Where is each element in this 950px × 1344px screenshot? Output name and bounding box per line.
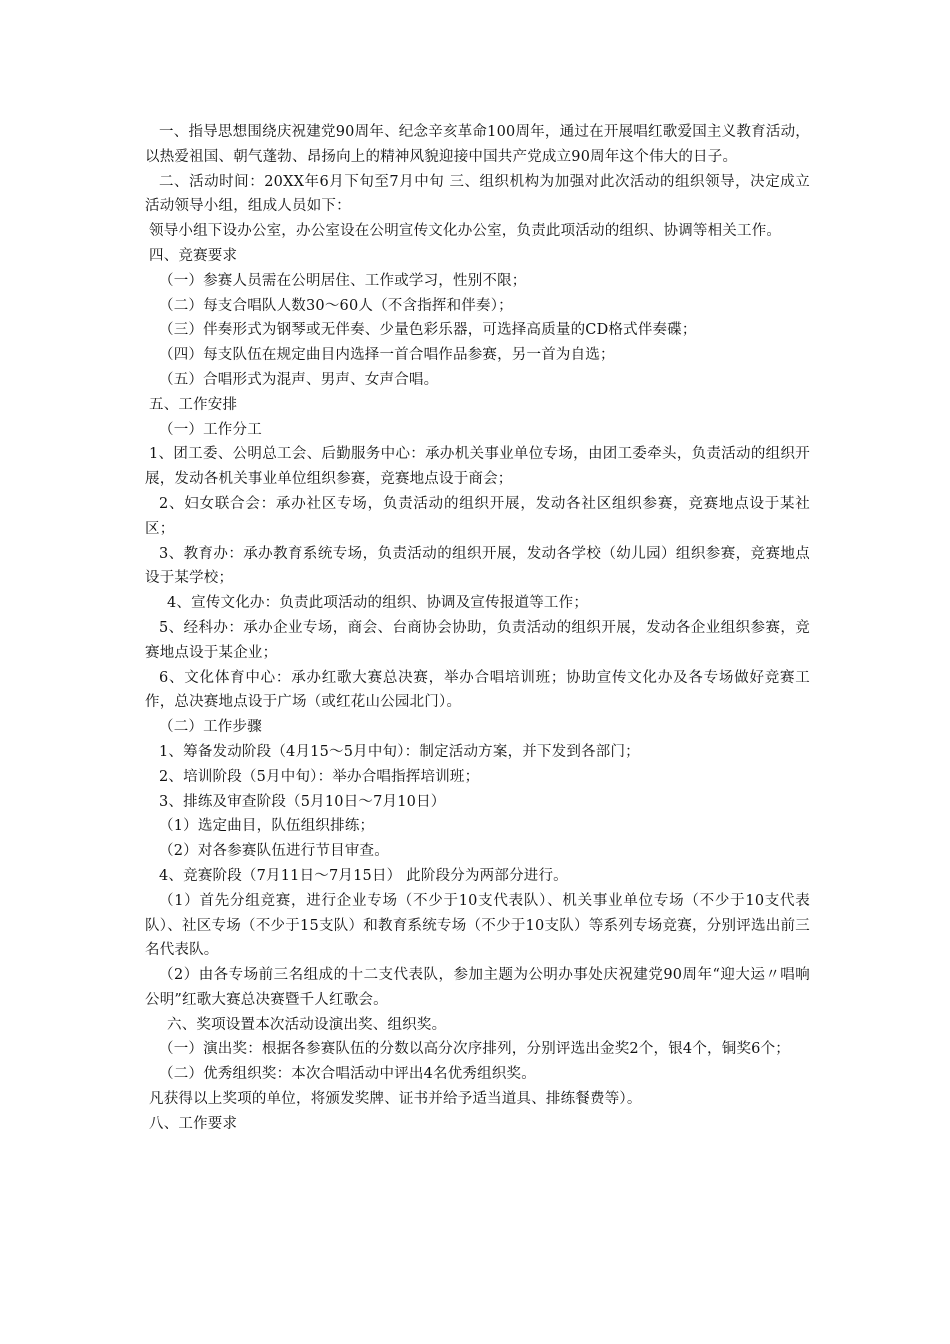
document-paragraph: 4、竞赛阶段（7月11日～7月15日） 此阶段分为两部分进行。 (159, 867, 568, 884)
document-paragraph: 1、团工委、公明总工会、后勤服务中心：承办机关事业单位专场，由团工委牵头，负责活动的组织开展，发动各机关事业单位组织参赛，竞赛地点设于商会； (145, 446, 810, 488)
document-paragraph: 四、竞赛要求 (149, 247, 238, 264)
document-paragraph: 2、妇女联合会：承办社区专场，负责活动的组织开展，发动各社区组织参赛，竞赛地点设于某社区； (145, 495, 810, 537)
document-paragraph: 5、经科办：承办企业专场，商会、台商协会协助，负责活动的组织开展，发动各企业组织参赛，竞赛地点设于某企业； (145, 619, 810, 661)
document-paragraph: 一、指导思想围绕庆祝建党90周年、纪念辛亥革命100周年，通过在开展唱红歌爱国主义教育活动，以热爱祖国、朝气蓬勃、昂扬向上的精神风貌迎接中国共产党成立90周年这个伟大的日子。 (145, 124, 810, 165)
document-paragraph: 3、教育办：承办教育系统专场，负责活动的组织开展，发动各学校（幼儿园）组织参赛，竞赛地点设于某学校； (145, 545, 810, 587)
document-paragraph: （1）首先分组竞赛，进行企业专场（不少于10支代表队）、机关事业单位专场（不少于10支代表队）、社区专场（不少于15支队）和教育系统专场（不少于10支队）等系列专场竞赛，分别评选出前三名代表队。 (145, 892, 810, 959)
document-paragraph: 6、文化体育中心：承办红歌大赛总决赛，举办合唱培训班；协助宣传文化办及各专场做好竞赛工作，总决赛地点设于广场（或红花山公园北门）。 (145, 669, 810, 711)
document-paragraph: （一）参赛人员需在公明居住、工作或学习，性别不限； (159, 272, 527, 289)
document-paragraph: （2）由各专场前三名组成的十二支代表队，参加主题为公明办事处庆祝建党90周年“迎大运〃唱响公明”红歌大赛总决赛暨千人红歌会。 (145, 967, 810, 1008)
document-paragraph: 二、活动时间：20XX年6月下旬至7月中旬 三、组织机构为加强对此次活动的组织领导，决定成立活动领导小组，组成人员如下： (145, 173, 810, 215)
document-paragraph: （二）每支合唱队人数30～60人（不含指挥和伴奏）； (159, 297, 513, 314)
document-paragraph: 领导小组下设办公室，办公室设在公明宣传文化办公室，负责此项活动的组织、协调等相关工作。 (149, 223, 782, 240)
document-paragraph: 六、奖项设置本次活动设演出奖、组织奖。 (167, 1016, 447, 1033)
document-paragraph: （二）工作步骤 (159, 719, 262, 736)
document-paragraph: 4、宣传文化办：负责此项活动的组织、协调及宣传报道等工作； (167, 595, 589, 612)
document-paragraph: （二）优秀组织奖：本次合唱活动中评出4名优秀组织奖。 (159, 1066, 536, 1083)
document-paragraph: 2、培训阶段（5月中旬）：举办合唱指挥培训班； (159, 768, 480, 785)
document-paragraph: 3、排练及审查阶段（5月10日～7月10日） (159, 793, 446, 810)
document-paragraph: 五、工作安排 (149, 396, 238, 413)
document-paragraph: （2）对各参赛队伍进行节目审查。 (159, 843, 389, 860)
document-paragraph: （三）伴奏形式为钢琴或无伴奏、少量色彩乐器，可选择高质量的CD格式伴奏碟； (159, 322, 697, 339)
document-paragraph: 凡获得以上奖项的单位，将颁发奖牌、证书并给予适当道具、排练餐费等）。 (149, 1091, 642, 1108)
document-paragraph: （五）合唱形式为混声、男声、女声合唱。 (159, 371, 439, 388)
document-paragraph: 1、筹备发动阶段（4月15～5月中旬）：制定活动方案，并下发到各部门； (159, 743, 640, 760)
document-body (145, 120, 810, 1137)
document-paragraph: （一）工作分工 (159, 421, 262, 438)
document-paragraph: （1）选定曲目，队伍组织排练； (159, 818, 375, 835)
document-paragraph: 八、工作要求 (149, 1115, 238, 1132)
document-paragraph: （一）演出奖：根据各参赛队伍的分数以高分次序排列，分别评选出金奖2个，银4个，铜奖6个； (159, 1041, 790, 1058)
document-paragraph: （四）每支队伍在规定曲目内选择一首合唱作品参赛，另一首为自选； (159, 347, 615, 364)
